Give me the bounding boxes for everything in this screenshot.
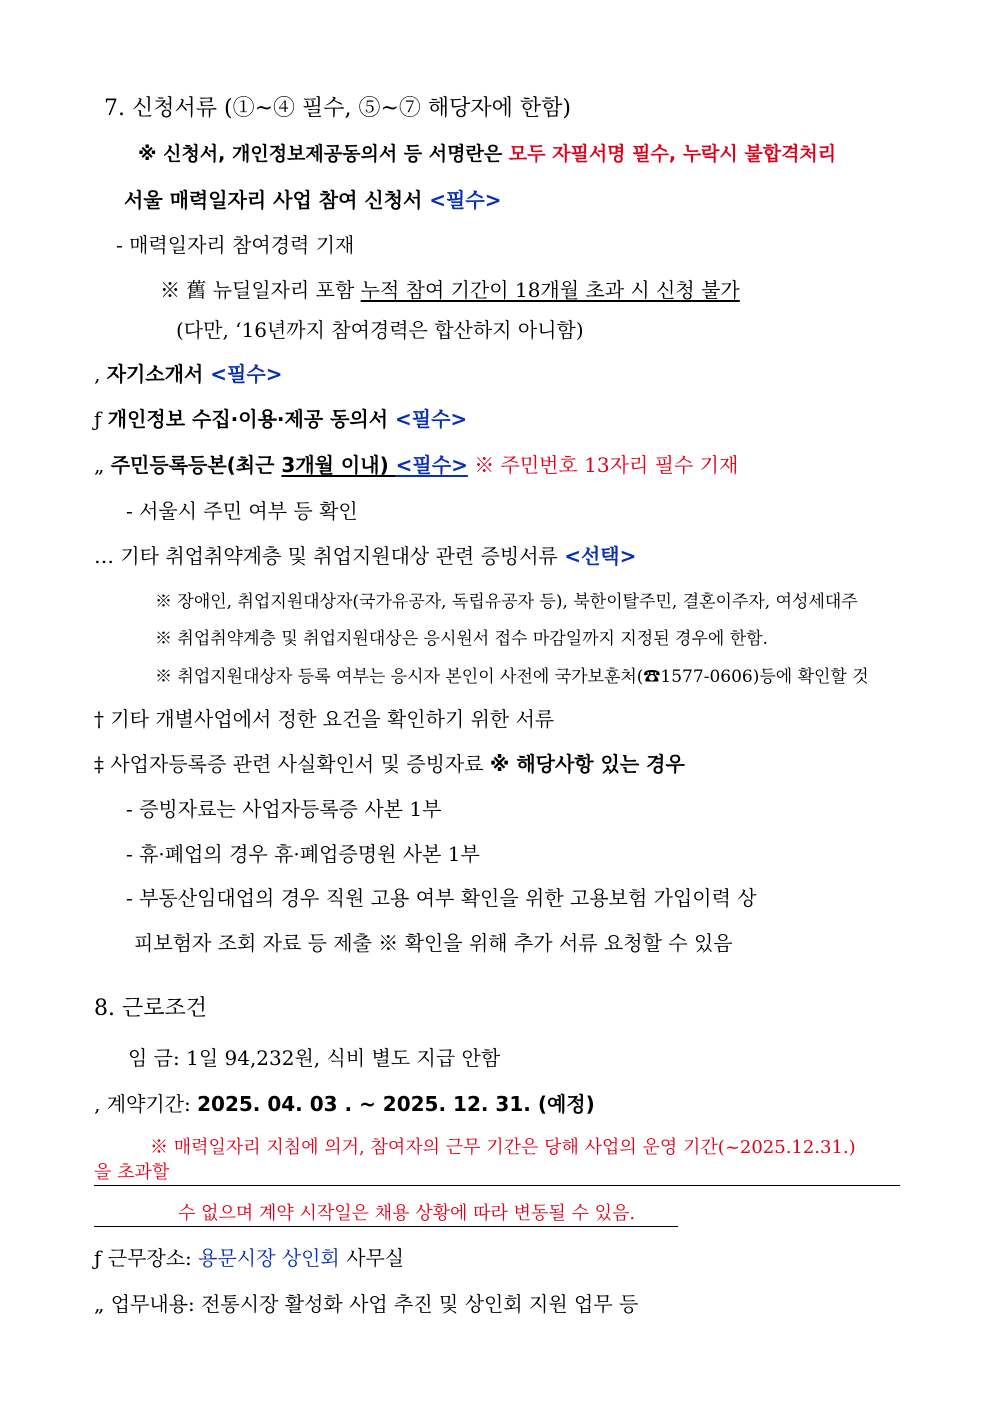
work-place-value: 용문시장 상인회 bbox=[198, 1246, 340, 1270]
signature-notice bbox=[138, 141, 836, 167]
item-7 bbox=[94, 751, 685, 777]
contract-note-2: 수 없으며 계약 시작일은 채용 상황에 따라 변동될 수 있음. bbox=[178, 1203, 636, 1224]
section-7-heading: 7. 신청서류 (①~④ 필수, ⑤~⑦ 해당자에 한함) bbox=[104, 96, 572, 121]
item-4-required-tag: <필수> bbox=[395, 453, 468, 477]
item-1-sub: - 매력일자리 참여경력 기재 bbox=[116, 233, 355, 257]
item-1-title-text: 서울 매력일자리 사업 참여 신청서 bbox=[124, 188, 430, 212]
item-7-sub-3-cont: 피보험자 조회 자료 등 제출 ※ 확인을 위해 추가 서류 요청할 수 있음 bbox=[134, 931, 733, 955]
item-5-optional-tag: <선택> bbox=[564, 544, 637, 568]
item-1-title bbox=[124, 187, 501, 213]
item-2-title: 자기소개서 bbox=[106, 362, 211, 386]
duty-marker: „ bbox=[94, 1292, 105, 1316]
item-3 bbox=[94, 406, 467, 432]
item-1-note-underlined: 누적 참여 기간이 18개월 초과 시 신청 불가 bbox=[360, 278, 740, 302]
item-4-sub: - 서울시 주민 여부 등 확인 bbox=[126, 499, 358, 523]
item-5 bbox=[94, 543, 636, 569]
duty bbox=[94, 1291, 638, 1317]
duty-text: 업무내용: 전통시장 활성화 사업 추진 및 상인회 지원 업무 등 bbox=[110, 1292, 639, 1316]
item-5-title: 기타 취업취약계층 및 취업지원대상 관련 증빙서류 bbox=[120, 544, 565, 568]
work-place bbox=[94, 1245, 404, 1271]
item-2 bbox=[94, 361, 282, 387]
wage-line: 임 금: 1일 94,232원, 식비 별도 지급 안함 bbox=[128, 1046, 501, 1070]
item-7-sub-1: - 증빙자료는 사업자등록증 사본 1부 bbox=[126, 797, 442, 821]
item-2-marker: ‚ bbox=[94, 362, 101, 386]
item-4-note: ※ 주민번호 13자리 필수 기재 bbox=[474, 453, 739, 477]
item-1-required-tag: <필수> bbox=[429, 188, 502, 212]
item-2-required-tag: <필수> bbox=[210, 362, 283, 386]
item-7-sub-3: - 부동산임대업의 경우 직원 고용 여부 확인을 위한 고용보험 가입이력 상 bbox=[126, 886, 757, 910]
item-7-marker: ‡ bbox=[94, 752, 104, 776]
item-4-title: 주민등록등본(최근 bbox=[110, 453, 282, 477]
signature-notice-text: ※ 신청서, 개인정보제공동의서 등 서명란은 bbox=[138, 143, 509, 165]
contract-note-1: ※ 매력일자리 지침에 의거, 참여자의 근무 기간은 당해 사업의 운영 기간(~2025.12.31.) bbox=[150, 1137, 856, 1158]
item-1-note-text: ※ 舊 뉴딜일자리 포함 bbox=[160, 278, 361, 302]
item-7-sub-2: - 휴·폐업의 경우 휴·폐업증명원 사본 1부 bbox=[126, 842, 480, 866]
item-3-title: 개인정보 수집·이용·제공 동의서 bbox=[107, 407, 396, 431]
item-3-marker: ƒ bbox=[94, 407, 102, 431]
contract-period-value: 2025. 04. 03 . ~ 2025. 12. 31. (예정) bbox=[197, 1092, 595, 1116]
item-4-title-underlined: 3개월 이내) bbox=[281, 453, 396, 477]
item-6 bbox=[94, 706, 554, 732]
item-1-note-2: (다만, ‘16년까지 참여경력은 합산하지 아니함) bbox=[176, 318, 584, 342]
item-4 bbox=[94, 452, 738, 478]
contract-note-underline-1 bbox=[94, 1185, 900, 1186]
work-place-marker: ƒ bbox=[94, 1246, 102, 1270]
item-6-title: 기타 개별사업에서 정한 요건을 확인하기 위한 서류 bbox=[110, 707, 555, 731]
item-5-note-3: ※ 취업지원대상자 등록 여부는 응시자 본인이 사전에 국가보훈처(☎1577-0606)등에 확인할 것 bbox=[155, 667, 869, 687]
item-7-note: ※ 해당사항 있는 경우 bbox=[489, 752, 685, 776]
section-8-heading: 8. 근로조건 bbox=[94, 996, 207, 1021]
contract-period-label: 계약기간: bbox=[106, 1092, 198, 1116]
contract-note-1-cont: 을 초과할 bbox=[94, 1162, 170, 1183]
item-3-required-tag: <필수> bbox=[395, 407, 468, 431]
work-place-label: 근무장소: bbox=[107, 1246, 199, 1270]
contract-period bbox=[94, 1091, 595, 1117]
item-5-note-2: ※ 취업취약계층 및 취업지원대상은 응시원서 접수 마감일까지 지정된 경우에 한함. bbox=[155, 629, 768, 649]
item-4-marker: „ bbox=[94, 453, 105, 477]
signature-notice-highlight: 모두 자필서명 필수, 누락시 불합격처리 bbox=[508, 143, 837, 165]
item-7-title: 사업자등록증 관련 사실확인서 및 증빙자료 bbox=[110, 752, 490, 776]
item-1-note bbox=[160, 277, 740, 303]
item-5-note-1: ※ 장애인, 취업지원대상자(국가유공자, 독립유공자 등), 북한이탈주민, 결혼이주자, 여성세대주 bbox=[155, 592, 858, 612]
item-6-marker: † bbox=[94, 707, 104, 731]
item-5-marker: … bbox=[94, 544, 114, 568]
work-place-suffix: 사무실 bbox=[339, 1246, 405, 1270]
contract-period-marker: ‚ bbox=[94, 1092, 101, 1116]
contract-note-underline-2 bbox=[94, 1226, 678, 1227]
